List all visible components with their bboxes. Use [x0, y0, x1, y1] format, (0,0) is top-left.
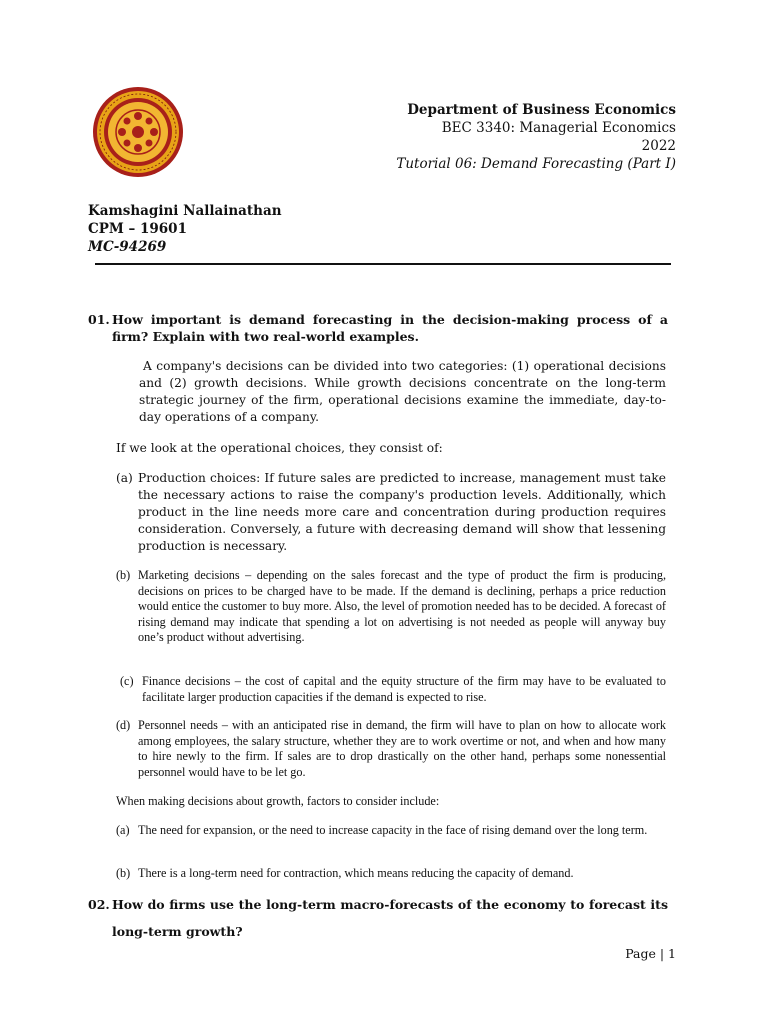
item-label: (a)	[116, 823, 130, 837]
question-1	[88, 311, 668, 345]
page-number: Page | 1	[625, 946, 676, 961]
growth-lead: When making decisions about growth, factors to consider include:	[116, 794, 440, 808]
tutorial-title: Tutorial 06: Demand Forecasting (Part I)	[396, 156, 676, 172]
list-item	[116, 866, 666, 882]
course-title: BEC 3340: Managerial Economics	[441, 120, 676, 136]
list-item	[116, 823, 666, 839]
university-logo	[92, 86, 184, 178]
item-text: Finance decisions – the cost of capital and the equity structure of the firm may have to be evaluated to facilitate larger production capacities if the demand is expected to rise.	[142, 674, 666, 704]
item-label: (b)	[116, 568, 131, 582]
answer-intro: A company's decisions can be divided into two categories: (1) operational decisions and (2) growth decisions. While growth decisions concentrate on the long-term strategic journey of the firm, operational decisions examine the immediate, day-to-day operations of a company.	[139, 359, 666, 424]
question-text: How do firms use the long-term macro-forecasts of the economy to forecast its long-term growth?	[112, 897, 668, 939]
item-label: (a)	[116, 471, 133, 485]
item-text: The need for expansion, or the need to increase capacity in the face of rising demand over the long term.	[138, 823, 648, 837]
list-item	[116, 470, 666, 555]
list-item	[120, 674, 666, 705]
item-label: (b)	[116, 866, 131, 880]
course-header	[396, 101, 676, 173]
department-name: Department of Business Economics	[407, 102, 676, 118]
student-mc: MC-94269	[88, 239, 167, 255]
list-item	[116, 718, 666, 780]
course-year: 2022	[641, 138, 676, 154]
item-text: Personnel needs – with an anticipated rise in demand, the firm will have to plan on how to allocate work among employees, the salary structure, whether they are to work overtime or not, and when and how many to hire newly to the firm. If sales are to drop drastically on the other hand, perhaps some nonessential personnel would have to be let go.	[138, 718, 666, 779]
item-text: Production choices: If future sales are predicted to increase, management must take the necessary actions to raise the company's production levels. Additionally, which product in the line needs more care and concentration during production requires consideration. Conversely, a future with decreasing demand will show that lessening production is necessary.	[138, 471, 666, 553]
header-divider	[95, 263, 671, 265]
student-cpm: CPM – 19601	[88, 221, 187, 237]
student-name: Kamshagini Nallainathan	[88, 203, 282, 219]
list-item	[116, 568, 666, 646]
operational-lead: If we look at the operational choices, they consist of:	[116, 441, 443, 455]
question-number: 01.	[88, 312, 110, 327]
item-text: There is a long-term need for contraction, which means reducing the capacity of demand.	[138, 866, 574, 880]
item-label: (c)	[120, 674, 134, 688]
item-label: (d)	[116, 718, 131, 732]
question-number: 02.	[88, 897, 110, 912]
question-text: How important is demand forecasting in the decision-making process of a firm? Explain with two real-world examples.	[112, 312, 668, 344]
student-info	[88, 202, 282, 256]
item-text: Marketing decisions – depending on the sales forecast and the type of product the firm is producing, decisions on prices to be charged have to be made. If the demand is declining, perhaps a price reduction would entice the customer to buy more. Also, the level of promotion needed has to be decided. A forecast of rising demand may indicate that spending a lot on advertising is not needed as people will anyway buy one’s product without advertising.	[138, 568, 666, 644]
question-2	[88, 891, 668, 945]
